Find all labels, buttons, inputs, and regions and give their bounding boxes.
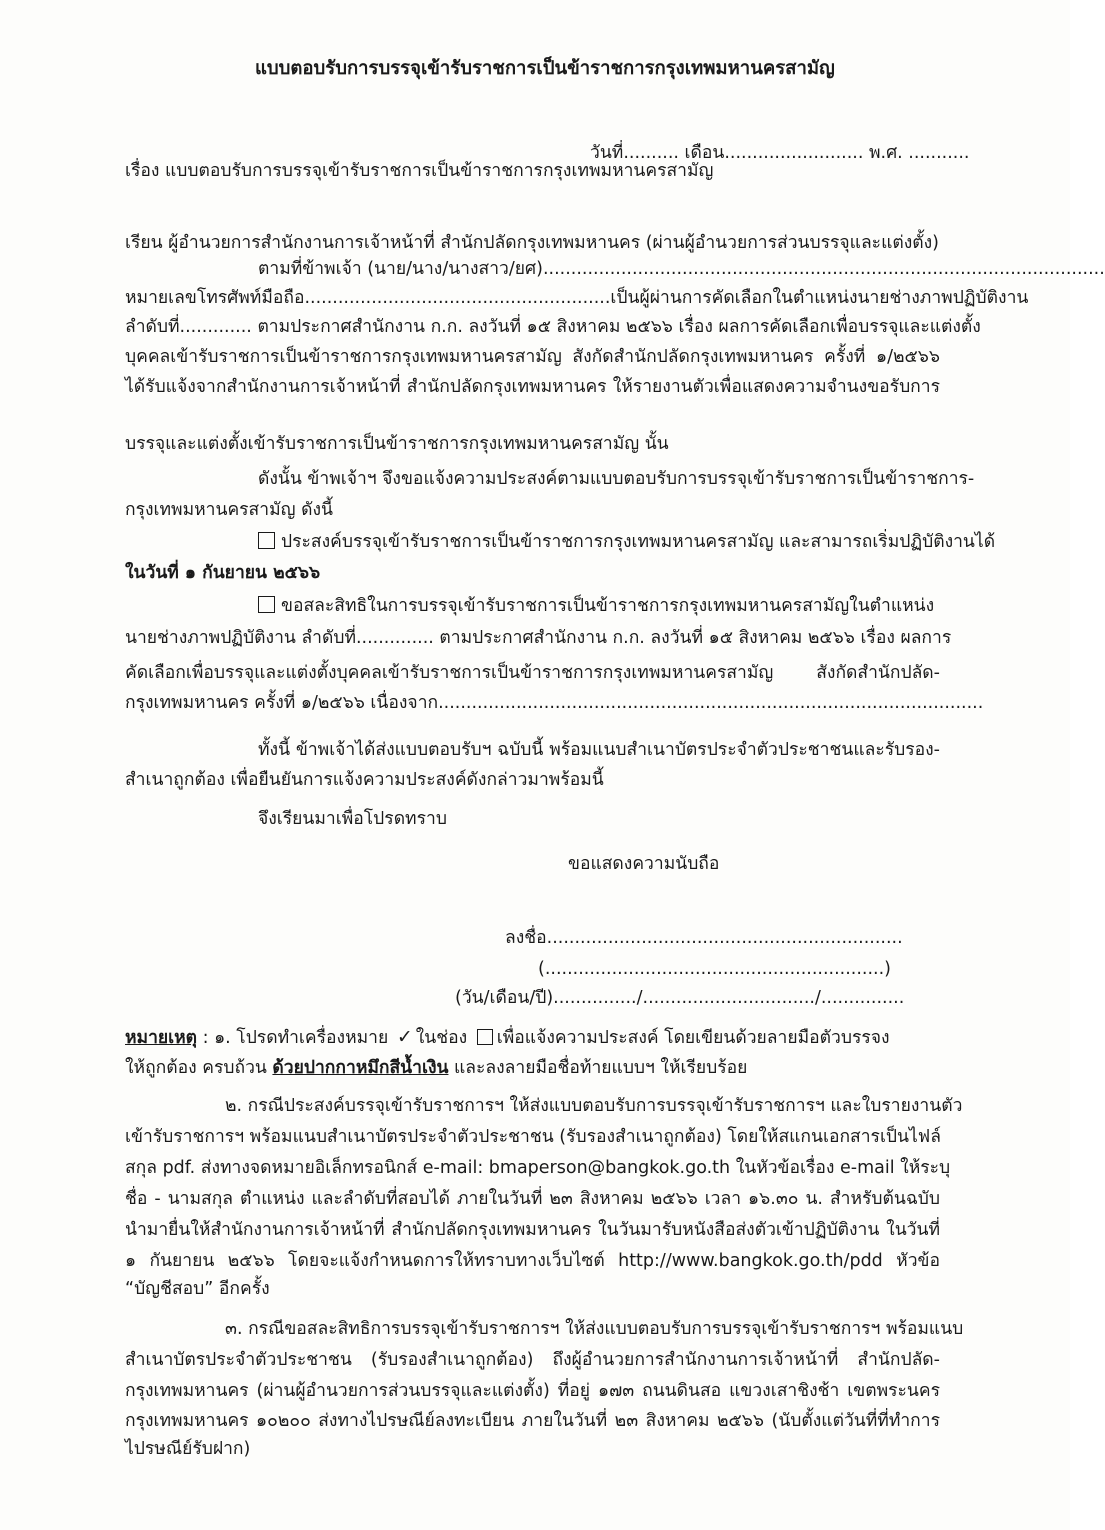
note-1-text-b: ในช่อง [415,1028,468,1048]
subject-line: เรื่อง แบบตอบรับการบรรจุเข้ารับราชการเป็นข้าราชการกรุงเทพมหานครสามัญ [125,161,714,181]
note-2-line-6: ๑ กันยายน ๒๕๖๖ โดยจะแจ้งกำหนดการให้ทราบทางเว็บไซต์ http://www.bangkok.go.th/pdd หัวข้อ [125,1251,940,1271]
option-accept [258,529,996,555]
closing-line: จึงเรียนมาเพื่อโปรดทราบ [258,809,447,829]
paragraph-2-line-1: ดังนั้น ข้าพเจ้าฯ จึงขอแจ้งความประสงค์ตามแบบตอบรับการบรรจุเข้ารับราชการเป็นข้าราชการ- [258,469,975,489]
note-2-line-7: “บัญชีสอบ” อีกครั้ง [125,1279,270,1299]
note-1-text-c: เพื่อแจ้งความประสงค์ โดยเขียนด้วยลายมือตัวบรรจง [496,1028,890,1048]
checkbox-example-icon [477,1029,493,1045]
note-2-line-3: สกุล pdf. ส่งทางจดหมายอิเล็กทรอนิกส์ e-mail: bmaperson@bangkok.go.th ในหัวข้อเรื่อง e-mail ให้ระบุ [125,1158,951,1178]
paragraph-1-line-1: ตามที่ข้าพเจ้า (นาย/นาง/นางสาว/ยศ)..................................................................................................... [258,259,1105,279]
signature-name-line: (.............................................................) [538,959,891,979]
note-1-text-d: ให้ถูกต้อง ครบถ้วน [125,1058,273,1078]
note-1-line-1 [125,1024,940,1051]
paragraph-1-line-5: ได้รับแจ้งจากสำนักงานการเจ้าหน้าที่ สำนักปลัดกรุงเทพมหานคร ให้รายงานตัวเพื่อแสดงความจำนงขอรับการ [125,377,940,397]
signature-date-line: (วัน/เดือน/ปี).............../.............................../............... [455,988,905,1008]
option-decline-label: ขอสละสิทธิในการบรรจุเข้ารับราชการเป็นข้าราชการกรุงเทพมหานครสามัญในตำแหน่ง [281,596,935,616]
regards-line: ขอแสดงความนับถือ [568,854,720,874]
note-label: หมายเหตุ [125,1028,198,1048]
note-2-line-5: นำมายื่นให้สำนักงานการเจ้าหน้าที่ สำนักปลัดกรุงเทพมหานคร ในวันมารับหนังสือส่งตัวเข้าปฏิบัติงาน ในวันที่ [125,1220,940,1240]
decline-checkbox[interactable] [258,596,275,613]
addressee-line: เรียน ผู้อำนวยการสำนักงานการเจ้าหน้าที่ สำนักปลัดกรุงเทพมหานคร (ผ่านผู้อำนวยการส่วนบรรจุและแต่งตั้ง) [125,233,939,253]
note-3-line-1: ๓. กรณีขอสละสิทธิการบรรจุเข้ารับราชการฯ ให้ส่งแบบตอบรับการบรรจุเข้ารับราชการฯ พร้อมแนบ [225,1319,964,1339]
paragraph-1-line-3: ลำดับที่............. ตามประกาศสำนักงาน ก.ก. ลงวันที่ ๑๕ สิงหาคม ๒๕๖๖ เรื่อง ผลการคัดเลือกเพื่อบรรจุและแต่งตั้ง [125,317,981,337]
paragraph-1-line-6: บรรจุและแต่งตั้งเข้ารับราชการเป็นข้าราชการกรุงเทพมหานครสามัญ นั้น [125,434,669,454]
note-1-text-f: และลงลายมือชื่อท้ายแบบฯ ให้เรียบร้อย [448,1058,748,1078]
date-line: วันที่.......... เดือน......................... พ.ศ. ........... [590,143,970,163]
note-1-line-2 [125,1055,940,1081]
note-3-line-5: ไปรษณีย์รับฝาก) [125,1439,251,1459]
option-decline-line-2: นายช่างภาพปฏิบัติงาน ลำดับที่.............. ตามประกาศสำนักงาน ก.ก. ลงวันที่ ๑๕ สิงหาคม ๒๕๖๖ เรื่อง ผลการ [125,628,952,648]
note-1-blue-ink: ด้วยปากกาหมึกสีน้ำเงิน [272,1058,449,1078]
option-decline-line-3: คัดเลือกเพื่อบรรจุและแต่งตั้งบุคคลเข้ารับราชการเป็นข้าราชการกรุงเทพมหานครสามัญ สังกัดสำนักปลัด- [125,663,940,683]
paragraph-1-line-4: บุคคลเข้ารับราชการเป็นข้าราชการกรุงเทพมหานครสามัญ สังกัดสำนักปลัดกรุงเทพมหานคร ครั้งที่ ๑/๒๕๖๖ [125,347,940,367]
paragraph-1-line-2: หมายเลขโทรศัพท์มือถือ.......................................................เป็นผู้ผ่านการคัดเลือกในตำแหน่งนายช่างภาพปฏิบัติงาน [125,288,1029,308]
note-2-line-2: เข้ารับราชการฯ พร้อมแนบสำเนาบัตรประจำตัวประชาชน (รับรองสำเนาถูกต้อง) โดยให้สแกนเอกสารเป็นไฟล์ [125,1127,941,1147]
paragraph-2-line-2: กรุงเทพมหานครสามัญ ดังนี้ [125,500,333,520]
paragraph-3-line-2: สำเนาถูกต้อง เพื่อยืนยันการแจ้งความประสงค์ดังกล่าวมาพร้อมนี้ [125,770,604,790]
option-accept-label: ประสงค์บรรจุเข้ารับราชการเป็นข้าราชการกรุงเทพมหานครสามัญ และสามารถเริ่มปฏิบัติงานได้ [281,532,996,552]
paragraph-3-line-1: ทั้งนี้ ข้าพเจ้าได้ส่งแบบตอบรับฯ ฉบับนี้ พร้อมแนบสำเนาบัตรประจำตัวประชาชนและรับรอง- [258,740,940,760]
note-3-line-4: กรุงเทพมหานคร ๑๐๒๐๐ ส่งทางไปรษณีย์ลงทะเบียน ภายในวันที่ ๒๓ สิงหาคม ๒๕๖๖ (นับตั้งแต่วันที่ที่ทำการ [125,1411,940,1431]
option-accept-line-2: ในวันที่ ๑ กันยายน ๒๕๖๖ [125,563,321,583]
note-1-text-a: : ๑. โปรดทำเครื่องหมาย [197,1028,389,1048]
accept-checkbox[interactable] [258,532,275,549]
note-2-line-1: ๒. กรณีประสงค์บรรจุเข้ารับราชการฯ ให้ส่งแบบตอบรับการบรรจุเข้ารับราชการฯ และใบรายงานตัว [225,1096,963,1116]
note-2-line-4: ชื่อ - นามสกุล ตำแหน่ง และลำดับที่สอบได้ ภายในวันที่ ๒๓ สิงหาคม ๒๕๖๖ เวลา ๑๖.๓๐ น. สำหรับต้นฉบับ [125,1189,940,1209]
check-mark-icon: ✓ [396,1026,413,1048]
option-decline-line-4: กรุงเทพมหานคร ครั้งที่ ๑/๒๕๖๖ เนื่องจาก.................................................................................................. [125,693,984,713]
note-3-line-2: สำเนาบัตรประจำตัวประชาชน (รับรองสำเนาถูกต้อง) ถึงผู้อำนวยการสำนักงานการเจ้าหน้าที่ สำนักปลัด- [125,1350,940,1370]
signature-line: ลงชื่อ................................................................ [505,928,903,948]
form-title: แบบตอบรับการบรรจุเข้ารับราชการเป็นข้าราชการกรุงเทพมหานครสามัญ [255,58,835,79]
note-3-line-3: กรุงเทพมหานคร (ผ่านผู้อำนวยการส่วนบรรจุและแต่งตั้ง) ที่อยู่ ๑๗๓ ถนนดินสอ แขวงเสาชิงช้า เขตพระนคร [125,1381,940,1401]
option-decline [258,593,940,619]
